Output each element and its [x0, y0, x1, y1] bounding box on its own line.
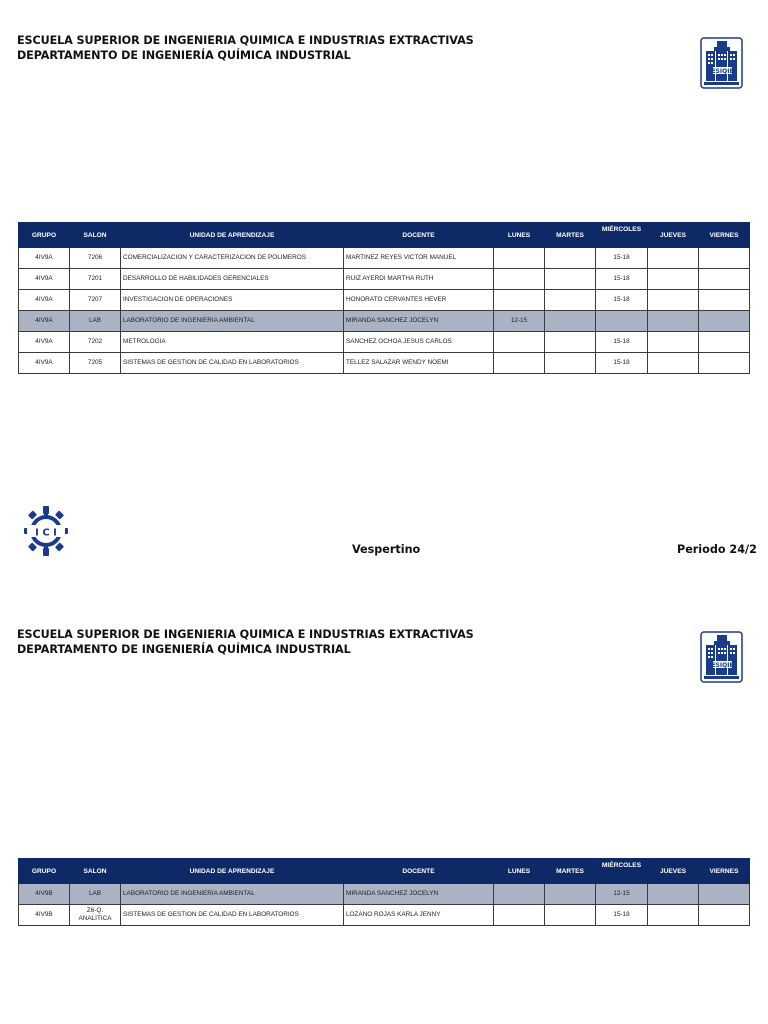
cell-unidad: INVESTIGACION DE OPERACIONES — [121, 290, 344, 311]
cell-docente: MIRANDA SANCHEZ JOCELYN — [344, 884, 494, 905]
cell-viernes — [699, 269, 750, 290]
cell-salon: 7207 — [70, 290, 121, 311]
cell-viernes — [699, 311, 750, 332]
cell-miercoles: 15-18 — [596, 290, 648, 311]
cell-docente: TELLEZ SALAZAR WENDY NOEMI — [344, 353, 494, 374]
cell-grupo: 4IV9B — [19, 905, 70, 926]
schedule-table-4iv9b — [18, 858, 750, 926]
col-header-salon: SALON — [70, 859, 121, 884]
col-header-martes: MARTES — [545, 223, 596, 248]
salon-line1: Z6-Q. — [86, 907, 104, 914]
cell-salon: 7206 — [70, 248, 121, 269]
cell-docente: RUIZ AYERDI MARTHA RUTH — [344, 269, 494, 290]
col-header-grupo: GRUPO — [19, 223, 70, 248]
section-divider-row — [0, 506, 768, 558]
cell-salon: 7201 — [70, 269, 121, 290]
col-header-unidad: UNIDAD DE APRENDIZAJE — [121, 859, 344, 884]
cell-miercoles: 15-18 — [596, 269, 648, 290]
col-header-jueves: JUEVES — [648, 223, 699, 248]
cell-miercoles — [596, 311, 648, 332]
cell-grupo: 4IV9A — [19, 311, 70, 332]
cell-martes — [545, 248, 596, 269]
cell-grupo: 4IV9B — [19, 884, 70, 905]
school-header-top — [17, 34, 474, 63]
table-row-highlighted — [19, 311, 750, 332]
salon-line1: LAB — [88, 890, 102, 897]
cell-jueves — [648, 311, 699, 332]
cell-viernes — [699, 290, 750, 311]
cell-miercoles: 15-18 — [596, 353, 648, 374]
salon-line2: ANALITICA — [78, 915, 112, 922]
cell-lunes — [494, 884, 545, 905]
cell-lunes — [494, 248, 545, 269]
cell-grupo: 4IV9A — [19, 290, 70, 311]
school-name: ESCUELA SUPERIOR DE INGENIERIA QUIMICA E INDUSTRIAS EXTRACTIVAS — [17, 34, 474, 47]
cell-unidad: COMERCIALIZACION Y CARACTERIZACION DE POLIMEROS — [121, 248, 344, 269]
col-header-martes: MARTES — [545, 859, 596, 884]
col-header-salon: SALON — [70, 223, 121, 248]
cell-grupo: 4IV9A — [19, 248, 70, 269]
cell-docente: SANCHEZ OCHOA JESUS CARLOS — [344, 332, 494, 353]
cell-martes — [545, 311, 596, 332]
cell-viernes — [699, 248, 750, 269]
cell-jueves — [648, 248, 699, 269]
svg-text:ESIQIE: ESIQIE — [711, 68, 734, 75]
cell-miercoles: 12-15 — [596, 884, 648, 905]
shift-label: Vespertino — [352, 543, 421, 556]
department-name: DEPARTAMENTO DE INGENIERÍA QUÍMICA INDUSTRIAL — [17, 48, 351, 62]
school-header-bottom — [17, 628, 474, 657]
schedule-table-4iv9a — [18, 222, 750, 374]
cell-unidad: SISTEMAS DE GESTION DE CALIDAD EN LABORATORIOS — [121, 905, 344, 926]
col-header-lunes: LUNES — [494, 859, 545, 884]
cell-jueves — [648, 290, 699, 311]
cell-docente: HONORATO CERVANTES HEVER — [344, 290, 494, 311]
col-header-jueves: JUEVES — [648, 859, 699, 884]
col-header-viernes: VIERNES — [699, 859, 750, 884]
col-header-miercoles: MIÉRCOLES — [596, 223, 648, 248]
ici-logo-icon — [24, 506, 68, 561]
period-label: Periodo 24/2 — [677, 543, 757, 556]
cell-martes — [545, 905, 596, 926]
cell-grupo: 4IV9A — [19, 332, 70, 353]
col-header-unidad: UNIDAD DE APRENDIZAJE — [121, 223, 344, 248]
cell-miercoles: 15-18 — [596, 332, 648, 353]
cell-viernes — [699, 905, 750, 926]
cell-viernes — [699, 353, 750, 374]
department-name: DEPARTAMENTO DE INGENIERÍA QUÍMICA INDUSTRIAL — [17, 642, 351, 656]
school-name: ESCUELA SUPERIOR DE INGENIERIA QUIMICA E INDUSTRIAS EXTRACTIVAS — [17, 628, 474, 641]
cell-jueves — [648, 332, 699, 353]
cell-jueves — [648, 353, 699, 374]
esiqie-logo-icon — [700, 631, 743, 688]
cell-lunes — [494, 269, 545, 290]
cell-martes — [545, 353, 596, 374]
cell-viernes — [699, 884, 750, 905]
cell-salon — [70, 905, 121, 926]
cell-unidad: METROLOGIA — [121, 332, 344, 353]
table-row-highlighted — [19, 884, 750, 905]
cell-martes — [545, 332, 596, 353]
cell-miercoles: 15-18 — [596, 905, 648, 926]
cell-docente: LOZANO ROJAS KARLA JENNY — [344, 905, 494, 926]
svg-text:ESIQIE: ESIQIE — [711, 662, 734, 669]
cell-grupo: 4IV9A — [19, 353, 70, 374]
cell-salon: LAB — [70, 311, 121, 332]
col-header-miercoles: MIÉRCOLES — [596, 859, 648, 884]
table-row — [19, 353, 750, 374]
cell-salon: 7205 — [70, 353, 121, 374]
cell-lunes — [494, 290, 545, 311]
cell-salon: 7202 — [70, 332, 121, 353]
col-header-lunes: LUNES — [494, 223, 545, 248]
cell-unidad: DESARROLLO DE HABILIDADES GERENCIALES — [121, 269, 344, 290]
esiqie-logo-icon — [700, 37, 743, 94]
cell-unidad: SISTEMAS DE GESTION DE CALIDAD EN LABORATORIOS — [121, 353, 344, 374]
table-row — [19, 290, 750, 311]
cell-docente: MARTINEZ REYES VICTOR MANUEL — [344, 248, 494, 269]
table-row — [19, 248, 750, 269]
col-header-docente: DOCENTE — [344, 859, 494, 884]
cell-unidad: LABORATORIO DE INGENIERIA AMBIENTAL — [121, 884, 344, 905]
cell-unidad: LABORATORIO DE INGENIERIA AMBIENTAL — [121, 311, 344, 332]
cell-docente: MIRANDA SANCHEZ JOCELYN — [344, 311, 494, 332]
table-row — [19, 269, 750, 290]
table-header-row — [19, 859, 750, 884]
cell-martes — [545, 269, 596, 290]
cell-lunes: 12-15 — [494, 311, 545, 332]
cell-viernes — [699, 332, 750, 353]
cell-martes — [545, 290, 596, 311]
cell-jueves — [648, 884, 699, 905]
col-header-docente: DOCENTE — [344, 223, 494, 248]
table-header-row — [19, 223, 750, 248]
cell-lunes — [494, 332, 545, 353]
table-row — [19, 332, 750, 353]
col-header-grupo: GRUPO — [19, 859, 70, 884]
svg-text:I C I: I C I — [35, 527, 57, 539]
cell-lunes — [494, 353, 545, 374]
cell-martes — [545, 884, 596, 905]
table-row — [19, 905, 750, 926]
col-header-viernes: VIERNES — [699, 223, 750, 248]
cell-miercoles: 15-18 — [596, 248, 648, 269]
cell-lunes — [494, 905, 545, 926]
cell-jueves — [648, 905, 699, 926]
cell-salon — [70, 884, 121, 905]
cell-jueves — [648, 269, 699, 290]
cell-grupo: 4IV9A — [19, 269, 70, 290]
